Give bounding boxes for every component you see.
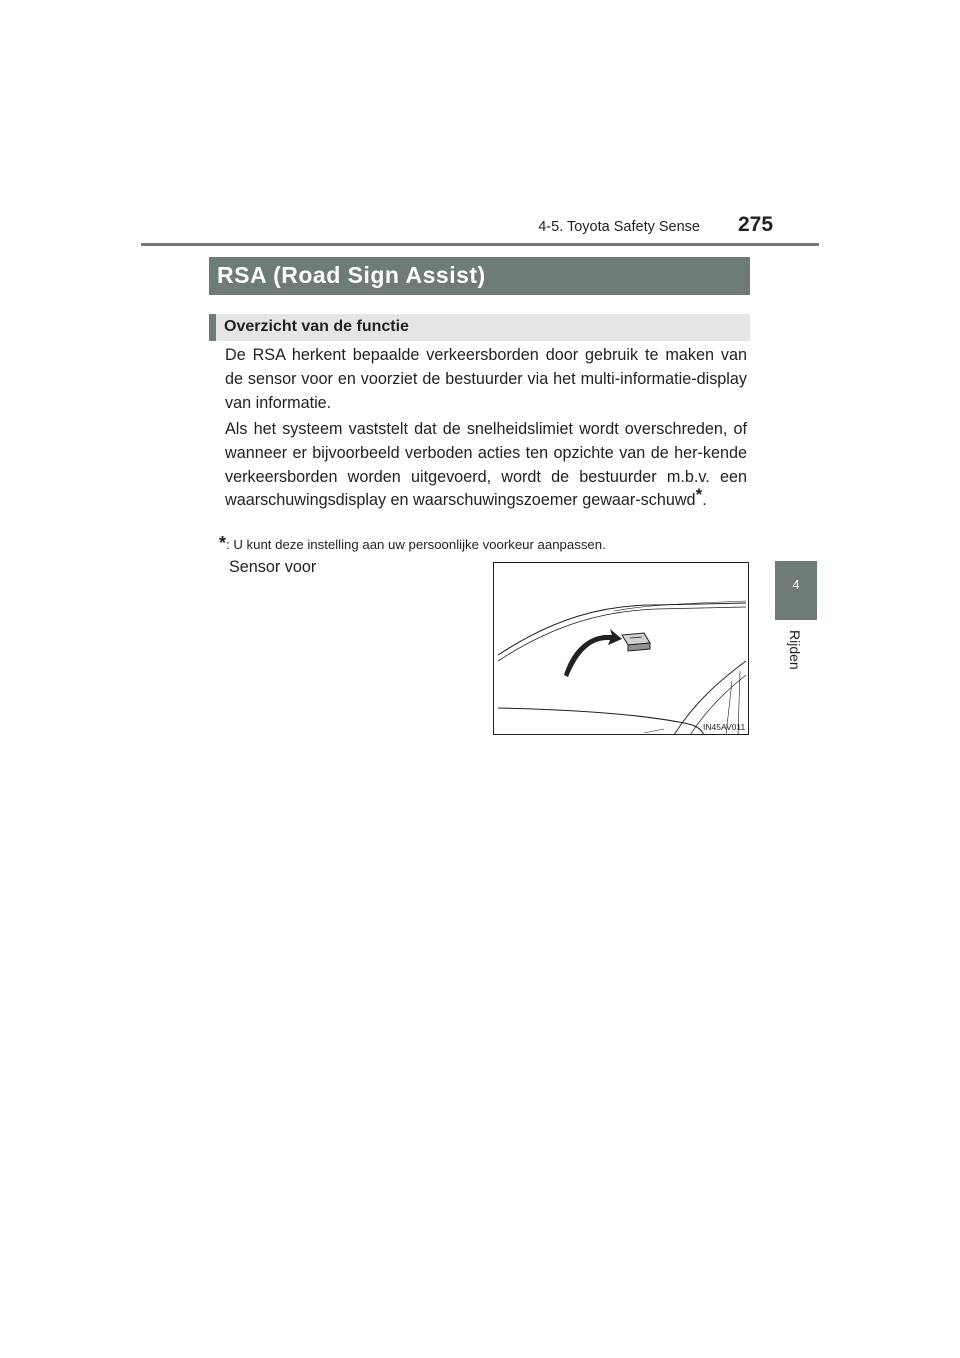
figure-code: IN45AV011	[703, 722, 746, 732]
subsection-bar	[209, 314, 750, 341]
figure-caption: Sensor voor	[229, 558, 317, 576]
footnote-text: : U kunt deze instelling aan uw persoonlijke voorkeur aanpassen.	[226, 537, 606, 552]
footnote-reference: *	[695, 485, 703, 505]
subsection-title: Overzicht van de functie	[224, 318, 409, 335]
windshield-illustration	[494, 563, 749, 735]
header-section-title: 4-5. Toyota Safety Sense	[538, 219, 700, 235]
footnote	[219, 533, 606, 554]
sensor-figure	[493, 562, 749, 735]
paragraph-2	[225, 418, 747, 513]
paragraph-2-end: .	[702, 491, 707, 510]
pointer-arrow-icon	[564, 629, 622, 677]
paragraph-1: De RSA herkent bepaalde verkeersborden door gebruik te maken van de sensor voor en voorziet de bestuurder via het multi-informatie-display van informatie.	[225, 346, 747, 412]
roof-line-inner	[498, 607, 746, 661]
footnote-mark: *	[219, 533, 227, 553]
section-title: RSA (Road Sign Assist)	[217, 262, 486, 288]
section-title-bar	[209, 257, 750, 295]
chapter-label-text: Rijden	[787, 630, 803, 670]
subsection-accent	[209, 314, 216, 341]
chapter-tab: 4	[775, 561, 817, 620]
sensor-unit-icon	[622, 633, 650, 651]
header-rule	[141, 243, 819, 246]
dash-mark	[644, 729, 664, 733]
page-number: 275	[738, 213, 774, 236]
roof-line	[498, 603, 746, 655]
dashboard-line	[498, 708, 704, 735]
chapter-label	[787, 626, 807, 686]
paragraph-2-text: Als het systeem vaststelt dat de snelheidslimiet wordt overschreden, of wanneer er bijvoorbeeld verboden acties ten opzichte van de her-kende verkeersborden worden uitgevoerd, wordt de bestuurder m.b.v. een waarschuwingsdisplay en waarschuwingszoemer gewaar-schuwd	[225, 420, 747, 510]
